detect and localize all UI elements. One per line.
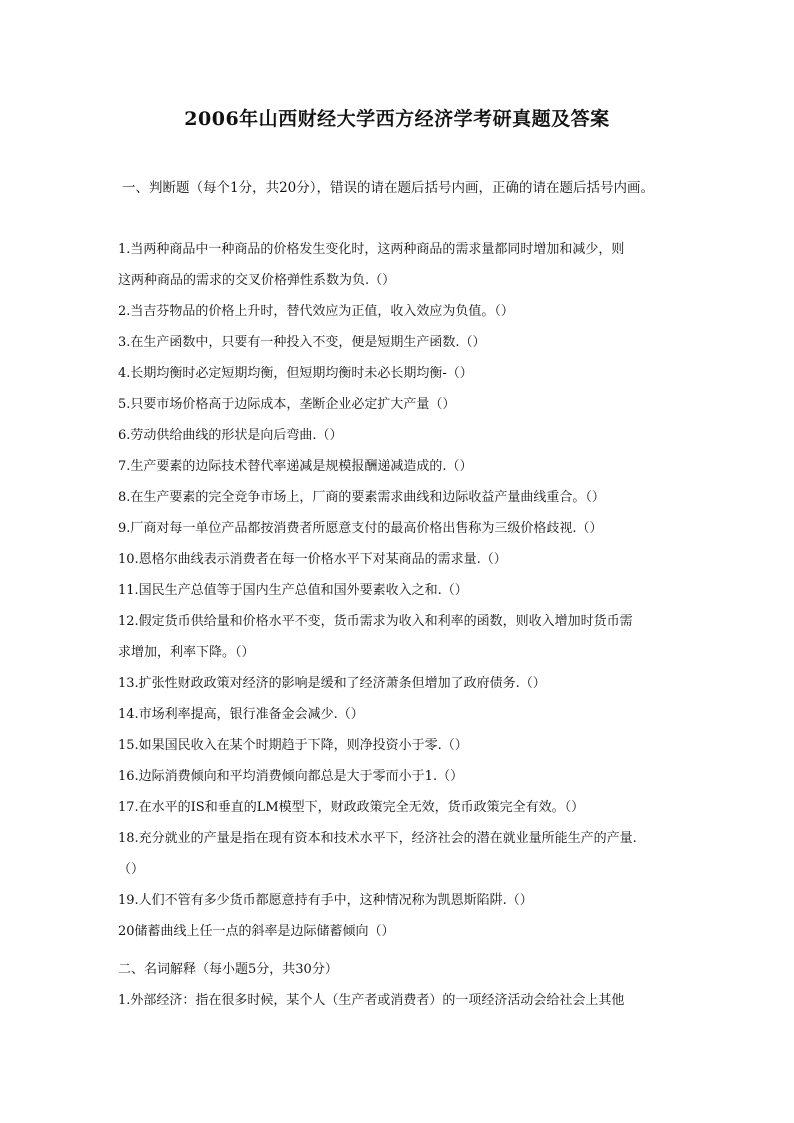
question-line: 求增加，利率下降。（）: [118, 645, 255, 660]
question-line: 16.边际消费倾向和平均消费倾向都总是大于零而小于1.（）: [118, 769, 464, 784]
question-line: 17.在水平的IS和垂直的LM模型下，财政政策完全无效，货币政策完全有效。（）: [118, 800, 585, 815]
question-line: 18.充分就业的产量是指在现有资本和技术水平下，经济社会的潜在就业量所能生产的产量.: [118, 831, 637, 846]
question-line: 10.恩格尔曲线表示消费者在每一价格水平下对某商品的需求量.（）: [118, 552, 507, 567]
question-line: 6.劳动供给曲线的形状是向后弯曲.（）: [118, 428, 343, 443]
question-line: 20储蓄曲线上任一点的斜率是边际储蓄倾向（）: [118, 924, 395, 939]
question-line: 14.市场利率提高，银行准备金会减少.（）: [118, 707, 364, 722]
page-title: 2006年山西财经大学西方经济学考研真题及答案: [184, 108, 610, 130]
question-line: 8.在生产要素的完全竞争市场上，厂商的要素需求曲线和边际收益产量曲线重合。（）: [118, 490, 605, 505]
question-line: 1.当两种商品中一种商品的价格发生变化时，这两种商品的需求量都同时增加和减少，则: [118, 242, 625, 257]
question-line: 12.假定货币供给量和价格水平不变，货币需求为收入和利率的函数，则收入增加时货币需: [118, 614, 633, 629]
section2-heading: 二、名词解释（每小题5分，共30分）: [118, 962, 338, 977]
question-line: 15.如果国民收入在某个时期趋于下降，则净投资小于零.（）: [118, 738, 468, 753]
question-line: 19.人们不管有多少货币都愿意持有手中，这种情况称为凯恩斯陷阱.（）: [118, 893, 533, 908]
section2-first-line: 1.外部经济：指在很多时候，某个人（生产者或消费者）的一项经济活动会给社会上其他: [118, 993, 625, 1008]
question-line: 这两种商品的需求的交叉价格弹性系数为负.（）: [118, 273, 396, 288]
question-line: 5.只要市场价格高于边际成本，垄断企业必定扩大产量（）: [118, 397, 456, 412]
question-line: （）: [118, 862, 145, 877]
question-line: 4.长期均衡时必定短期均衡，但短期均衡时未必长期均衡-（）: [118, 366, 473, 381]
question-line: 13.扩张性财政政策对经济的影响是缓和了经济萧条但增加了政府债务.（）: [118, 676, 546, 691]
question-line: 9.厂商对每一单位产品都按消费者所愿意支付的最高价格出售称为三级价格歧视.（）: [118, 521, 603, 536]
question-line: 11.国民生产总值等于国内生产总值和国外要素收入之和.（）: [118, 583, 468, 598]
question-line: 7.生产要素的边际技术替代率递减是规模报酬递减造成的.（）: [118, 459, 473, 474]
section1-heading: 一、判断题（每个1分，共20分），错误的请在题后括号内画，正确的请在题后括号内画。: [122, 180, 655, 196]
question-line: 3.在生产函数中，只要有一种投入不变，便是短期生产函数.（）: [118, 335, 486, 350]
question-line: 2.当吉芬物品的价格上升时，替代效应为正值，收入效应为负值。（）: [118, 304, 514, 319]
